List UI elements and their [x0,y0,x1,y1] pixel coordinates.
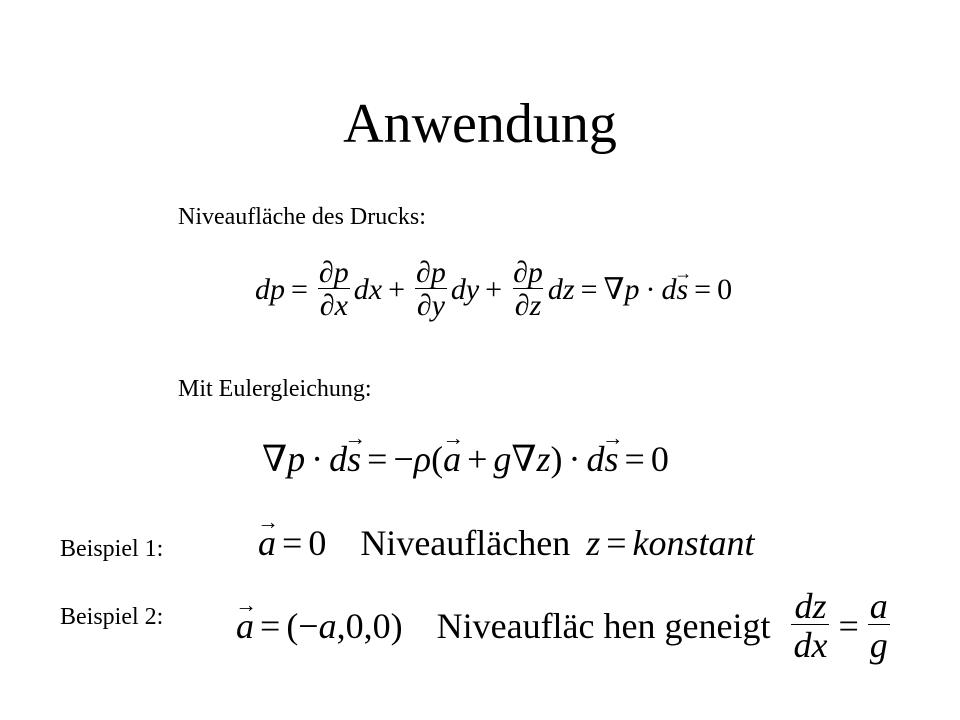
fraction-dp-dz: $\frac{\partial p}{\partial z}$ [513,256,543,322]
fraction-dz-dx: $\frac{dz}{dx}$ [793,586,828,665]
word-niveauflaechen: Niveauflächen [360,523,571,563]
slide-title: Anwendung [343,93,617,155]
fraction-dp-dx: $\frac{\partial p}{\partial x}$ [318,256,349,322]
equation-beispiel-2: → a = (−a,0,0) Niveaufläc hen geneigt $\frac{dz}{dx}$ = $\frac{a}{g}$ [236,588,893,663]
label-beispiel-2: Beispiel 2: [60,604,164,630]
label-beispiel-1: Beispiel 1: [60,536,164,562]
fraction-dp-dy: $\frac{\partial p}{\partial y}$ [416,256,446,322]
word-niveauflaechen-geneigt: Niveaufläc hen geneigt [436,605,771,646]
label-niveauflaeche: Niveaufläche des Drucks: [178,204,426,230]
equation-pressure-differential: dp = $\frac{\partial p}{\partial x}$ dx + $\frac{\partial p}{\partial y}$ dy + $\frac{\partial p}{\partial z}$ dz = ∇p · d→ s = 0 [255,258,732,321]
equation-beispiel-1: → a = 0 Niveauflächen z = konstant [258,522,755,564]
label-eulergleichung: Mit Eulergleichung: [178,376,372,402]
equation-euler: ∇p · d→ s = −ρ( → a + g∇z) · d→ s = 0 [262,438,669,480]
fraction-a-g: $\frac{a}{g}$ [869,586,888,665]
